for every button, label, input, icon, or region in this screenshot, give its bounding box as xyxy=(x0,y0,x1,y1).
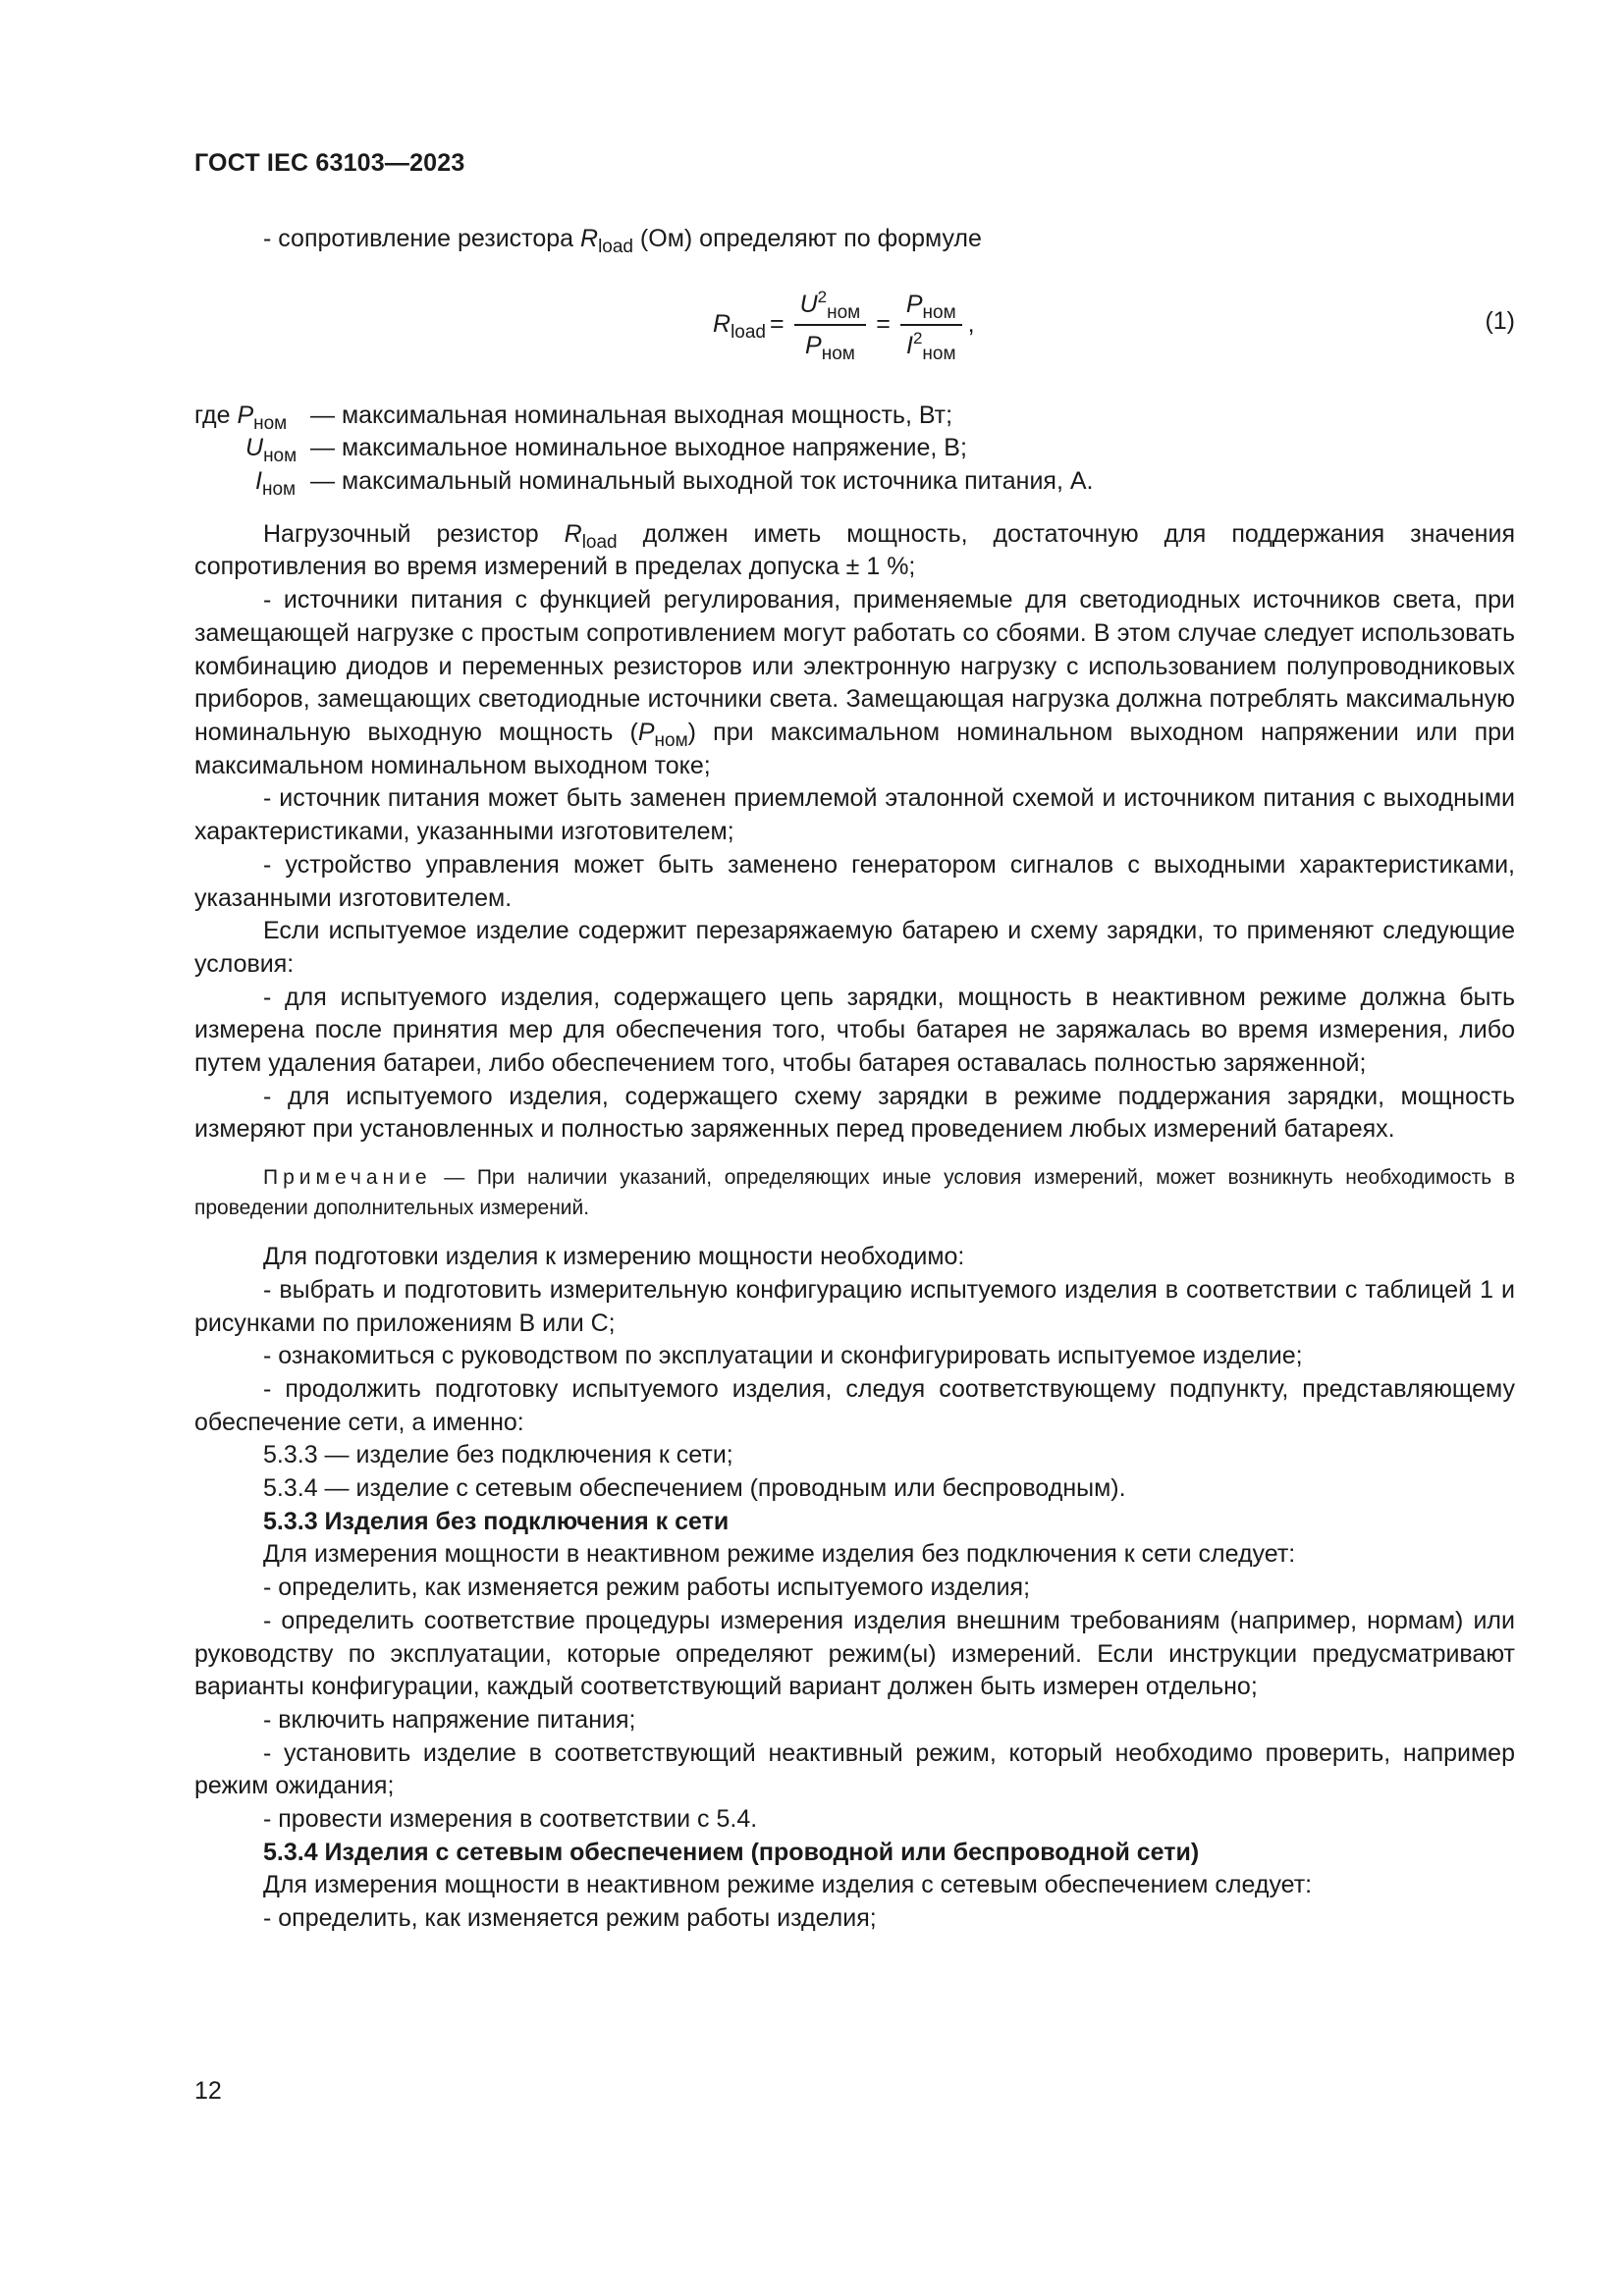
note-label: Примечание xyxy=(263,1166,432,1190)
paragraph: - источник питания может быть заменен приемлемой эталонной схемой и источником питания с выходными характеристиками, указанными изготовителем; xyxy=(194,784,1515,846)
paragraph: - продолжить подготовку испытуемого изделия, следуя соответствующему подпункту, представляющему обеспечение сети, а именно: xyxy=(194,1374,1515,1436)
document-header: ГОСТ IEC 63103—2023 xyxy=(194,149,465,177)
paragraph-resistor: Нагрузочный резистор $R_{load}$ должен иметь мощность, достаточную для поддержания значения сопротивления во время измерений в пределах допуска ± 1 %; xyxy=(194,519,1515,581)
paragraph: - определить соответствие процедуры измерения изделия внешним требованиям (например, нормам) или руководству по эксплуатации, которые определяют режим(ы) измерений. Если инструкции предусматривают варианты конфигурации, каждый соответствующий вариант должен быть измерен отдельно; xyxy=(194,1606,1515,1701)
paragraph: - для испытуемого изделия, содержащего цепь зарядки, мощность в неактивном режиме должна быть измерена после принятия мер для обеспечения того, чтобы батарея не заряжалась во время измерения, либо путем удаления батареи, либо обеспечением того, чтобы батарея оставалась полностью заряженной; xyxy=(194,983,1515,1078)
formula-1 xyxy=(194,276,1515,394)
legend-row-p: где $P_{ном}$ — максимальная номинальная выходная мощность, Вт; xyxy=(194,400,953,434)
section-heading-5-3-3: 5.3.3 Изделия без подключения к сети xyxy=(263,1507,730,1535)
intro-line: - сопротивление резистора $R_{load}$ (Ом) определяют по формуле xyxy=(263,225,982,257)
formula-number: (1) xyxy=(1485,306,1515,335)
formula-legend xyxy=(194,400,1515,499)
paragraph: - устройство управления может быть заменено генератором сигналов с выходными характеристиками, указанными изготовителем. xyxy=(194,850,1515,912)
paragraph: - определить, как изменяется режим работы изделия; xyxy=(263,1904,877,1933)
section-heading-5-3-4: 5.3.4 Изделия с сетевым обеспечением (проводной или беспроводной сети) xyxy=(263,1838,1200,1866)
fraction-p-over-i: $\frac{P_{ном}}{I^2_{ном}}$ xyxy=(900,289,962,361)
paragraph: Для измерения мощности в неактивном режиме изделия с сетевым обеспечением следует: xyxy=(263,1871,1313,1899)
page-content xyxy=(194,223,1515,1936)
paragraph: Для подготовки изделия к измерению мощности необходимо: xyxy=(263,1243,965,1271)
fraction-u-over-p: $\frac{U^2_{ном}}{P_{ном}}$ xyxy=(794,289,867,361)
paragraph: Для измерения мощности в неактивном режиме изделия без подключения к сети следует: xyxy=(263,1540,1296,1569)
legend-row-i: $I_{ном}$ — максимальный номинальный выходной ток источника питания, А. xyxy=(255,467,1094,501)
paragraph: - ознакомиться с руководством по эксплуатации и сконфигурировать испытуемое изделие; xyxy=(263,1342,1303,1370)
paragraph: Если испытуемое изделие содержит перезаряжаемую батарею и схему зарядки, то применяют следующие условия: xyxy=(194,917,1515,978)
paragraph: - включить напряжение питания; xyxy=(263,1705,636,1734)
paragraph: - определить, как изменяется режим работы испытуемого изделия; xyxy=(263,1574,1031,1602)
paragraph: 5.3.4 — изделие с сетевым обеспечением (проводным или беспроводным). xyxy=(263,1474,1126,1503)
paragraph: 5.3.3 — изделие без подключения к сети; xyxy=(263,1441,733,1469)
paragraph: - провести измерения в соответствии с 5.4. xyxy=(263,1805,758,1834)
paragraph: - для испытуемого изделия, содержащего схему зарядки в режиме поддержания зарядки, мощность измеряют при установленных и полностью заряженных перед проведением любых измерений батареях. xyxy=(194,1082,1515,1144)
legend-row-u: $U_{ном}$ — максимальное номинальное выходное напряжение, В; xyxy=(245,434,967,467)
formula-body: $R_{load}$ = $\frac{U^2_{ном}}{P_{ном}}$ = $\frac{P_{ном}}{I^2_{ном}}$ , xyxy=(713,287,975,364)
page-number: 12 xyxy=(194,2077,222,2105)
note xyxy=(194,1162,1515,1223)
paragraph: - установить изделие в соответствующий неактивный режим, который необходимо проверить, например режим ожидания; xyxy=(194,1738,1515,1800)
paragraph: - выбрать и подготовить измерительную конфигурацию испытуемого изделия в соответствии с таблицей 1 и рисунками по приложениям В или С; xyxy=(194,1275,1515,1337)
paragraph-regulated: - источники питания с функцией регулирования, применяемые для светодиодных источников света, при замещающей нагрузке с простым сопротивлением могут работать со сбоями. В этом случае следует использовать комбинацию диодов и переменных резисторов или электронную нагрузку с использованием полупроводниковых приборов, замещающих светодиодные источники света. Замещающая нагрузка должна потреблять максимальную номинальную выходную мощность $(P_{ном})$ при максимальном номинальном выходном напряжении или при максимальном номинальном выходном токе; xyxy=(194,586,1515,779)
note-text: — При наличии указаний, определяющих иные условия измерений, может возникнуть необходимость в проведении дополнительных измерений. xyxy=(194,1166,1515,1220)
